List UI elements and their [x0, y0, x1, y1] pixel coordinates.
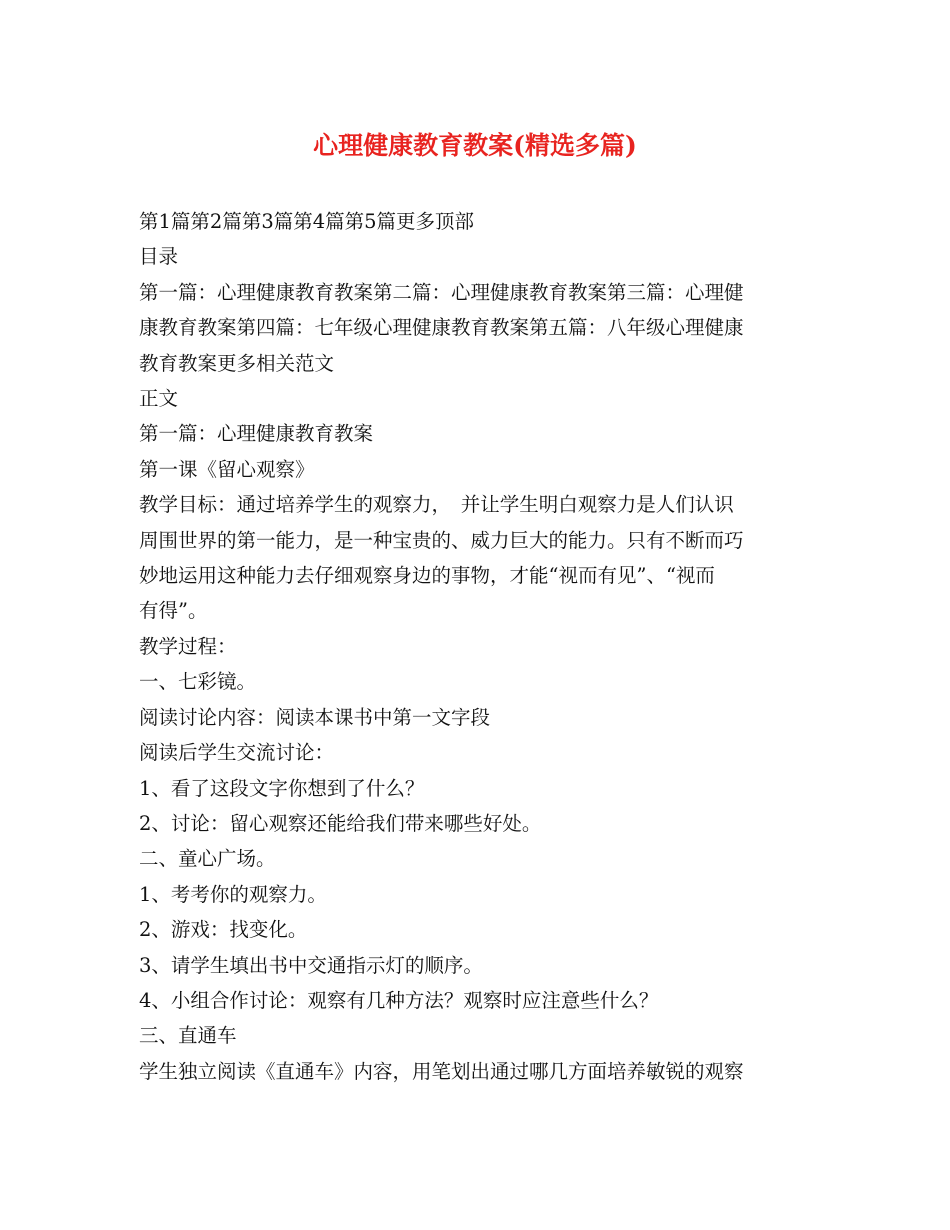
paragraph-line: 阅读后学生交流讨论： [139, 741, 335, 765]
paragraph-line: 二、童心广场。 [139, 847, 276, 871]
paragraph-line: 教学过程： [139, 634, 237, 658]
paragraph-line: 妙地运用这种能力去仔细观察身边的事物，才能“视而有见”、“视而 [139, 564, 715, 588]
section-heading: 第一篇：心理健康教育教案 [139, 422, 374, 446]
paragraph-line: 周围世界的第一能力，是一种宝贵的、威力巨大的能力。只有不断而巧 [139, 528, 744, 552]
toc-heading: 目录 [139, 245, 179, 269]
list-item: 3、请学生填出书中交通指示灯的顺序。 [139, 953, 483, 977]
document-title: 心理健康教育教案(精选多篇) [313, 131, 637, 160]
lesson-heading: 第一课《留心观察》 [139, 457, 315, 481]
list-item: 1、考考你的观察力。 [139, 882, 327, 906]
paragraph-line: 阅读讨论内容：阅读本课书中第一文字段 [139, 705, 491, 729]
list-item: 2、讨论：留心观察还能给我们带来哪些好处。 [139, 811, 542, 835]
body-heading: 正文 [139, 387, 179, 411]
toc-line: 康教育教案第四篇：七年级心理健康教育教案第五篇：八年级心理健康 [139, 316, 744, 340]
toc-line: 第一篇：心理健康教育教案第二篇：心理健康教育教案第三篇：心理健 [139, 280, 744, 304]
paragraph-line: 学生独立阅读《直通车》内容，用笔划出通过哪几方面培养敏锐的观察 [139, 1059, 744, 1083]
paragraph-line: 一、七彩镜。 [139, 670, 257, 694]
list-item: 2、游戏：找变化。 [139, 918, 308, 942]
nav-line: 第1篇第2篇第3篇第4篇第5篇更多顶部 [139, 210, 475, 233]
list-item: 1、看了这段文字你想到了什么？ [139, 776, 425, 800]
document-body [139, 204, 815, 1089]
paragraph-line: 有得”。 [139, 599, 208, 623]
paragraph-line: 教学目标：通过培养学生的观察力， 并让学生明白观察力是人们认识 [139, 493, 734, 517]
toc-line: 教育教案更多相关范文 [139, 351, 335, 375]
list-item: 4、小组合作讨论：观察有几种方法？观察时应注意些什么？ [139, 988, 659, 1012]
paragraph-line: 三、直通车 [139, 1024, 237, 1048]
